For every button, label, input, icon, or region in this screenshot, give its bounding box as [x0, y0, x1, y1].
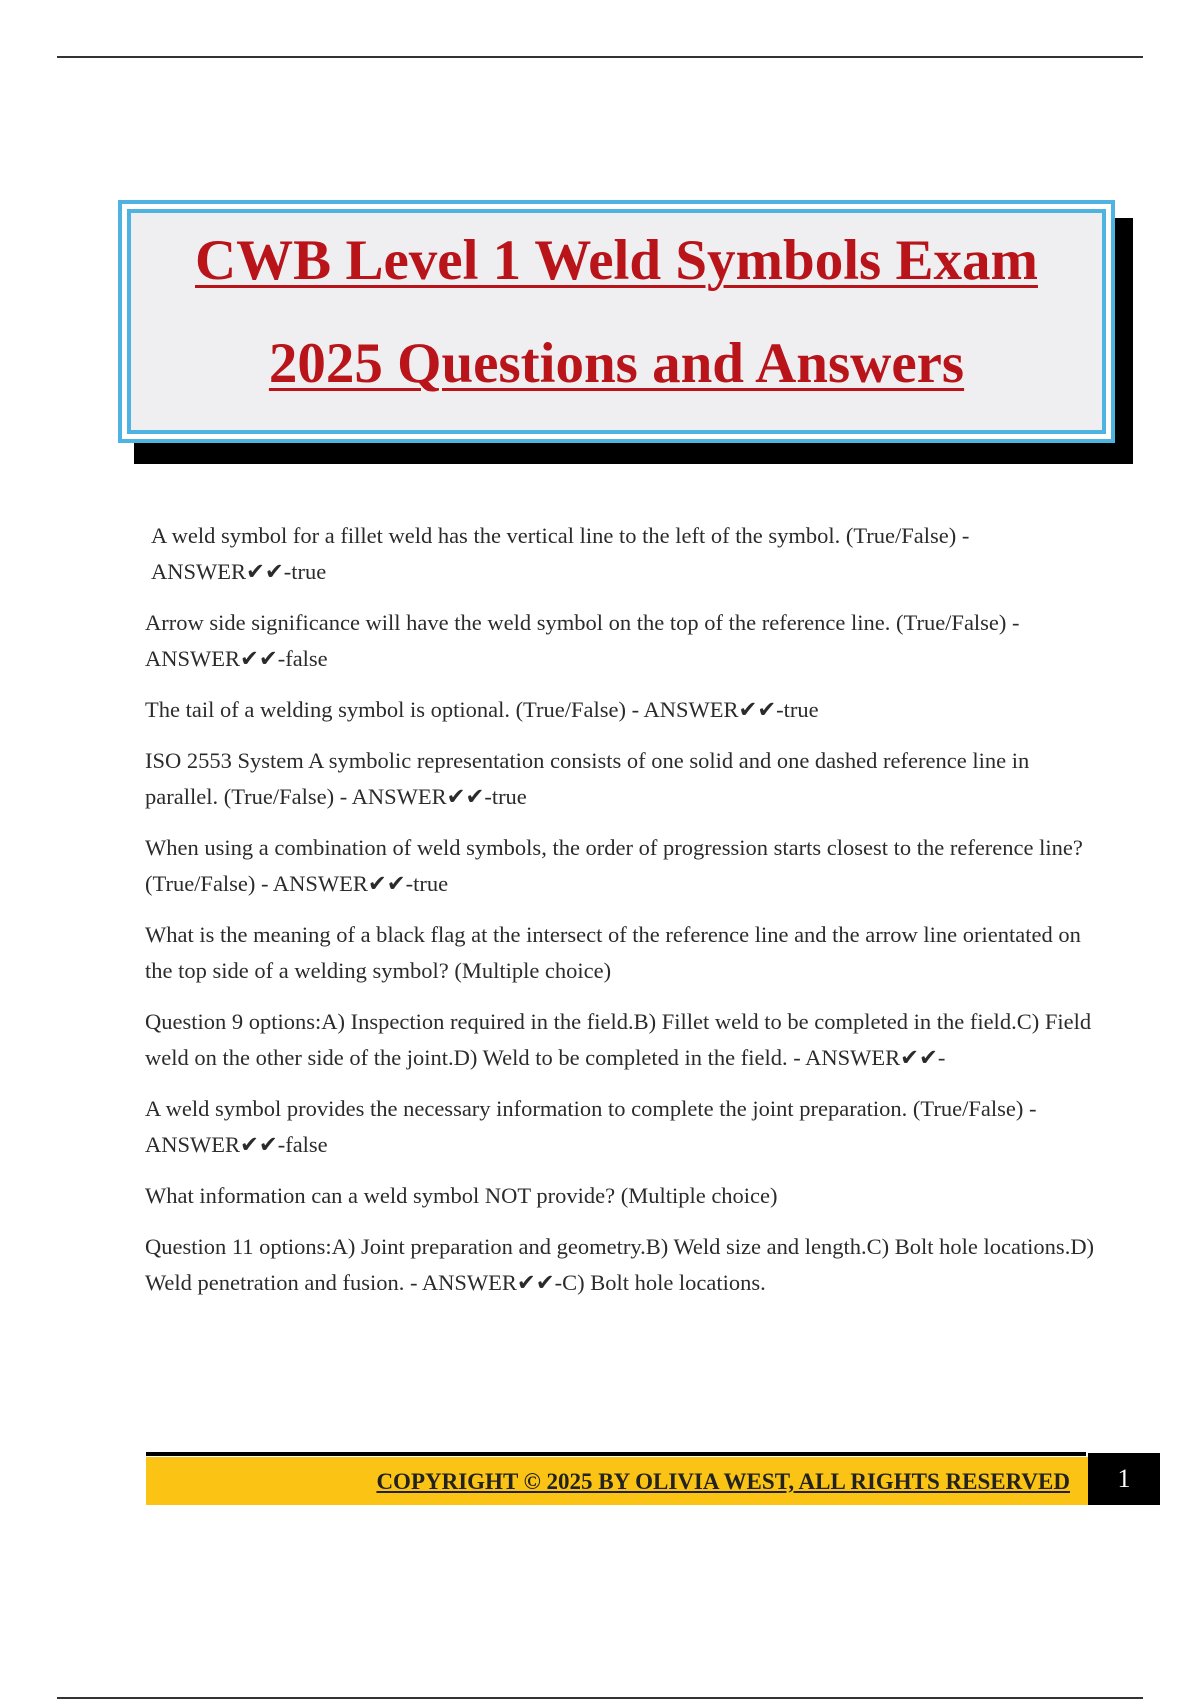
document-title-line-2: 2025 Questions and Answers	[268, 332, 965, 395]
qa-item: A weld symbol provides the necessary information to complete the joint preparation. (True/False) - ANSWER✔✔-false	[145, 1096, 1037, 1157]
footer-page-rule	[57, 1697, 1143, 1699]
copyright-notice: COPYRIGHT © 2025 BY OLIVIA WEST, ALL RIGHTS RESERVED	[376, 1469, 1070, 1494]
page-number: 1	[1088, 1453, 1160, 1505]
footer-bar	[146, 1457, 1088, 1505]
qa-item: Question 11 options:A) Joint preparation and geometry.B) Weld size and length.C) Bolt hole locations.D) Weld penetration and fusion. - ANSWER✔✔-C) Bolt hole locations.	[145, 1234, 1095, 1295]
document-title-line-1: CWB Level 1 Weld Symbols Exam	[195, 229, 1038, 292]
qa-item: The tail of a welding symbol is optional. (True/False) - ANSWER✔✔-true	[145, 697, 819, 722]
header-rule	[57, 56, 1143, 58]
qa-item: When using a combination of weld symbols, the order of progression starts closest to the reference line? (True/False) - ANSWER✔✔-true	[145, 835, 1083, 896]
qa-item: ISO 2553 System A symbolic representation consists of one solid and one dashed reference line in parallel. (True/False) - ANSWER✔✔-true	[145, 748, 1030, 809]
qa-item: Arrow side significance will have the weld symbol on the top of the reference line. (True/False) - ANSWER✔✔-false	[145, 610, 1020, 671]
qa-item: What is the meaning of a black flag at the intersect of the reference line and the arrow line orientated on the top side of a welding symbol? (Multiple choice)	[145, 922, 1081, 983]
qa-item: A weld symbol for a fillet weld has the vertical line to the left of the symbol. (True/False) - ANSWER✔✔-true	[151, 523, 970, 584]
qa-item: What information can a weld symbol NOT provide? (Multiple choice)	[145, 1183, 778, 1208]
qa-item: Question 9 options:A) Inspection required in the field.B) Fillet weld to be completed in the field.C) Field weld on the other side of the joint.D) Weld to be completed in the field. - ANSWER✔✔-	[145, 1009, 1092, 1070]
title-box-inner	[127, 209, 1106, 434]
question-answer-list	[145, 518, 1095, 1316]
title-box	[118, 200, 1115, 443]
footer-rule	[146, 1452, 1086, 1456]
